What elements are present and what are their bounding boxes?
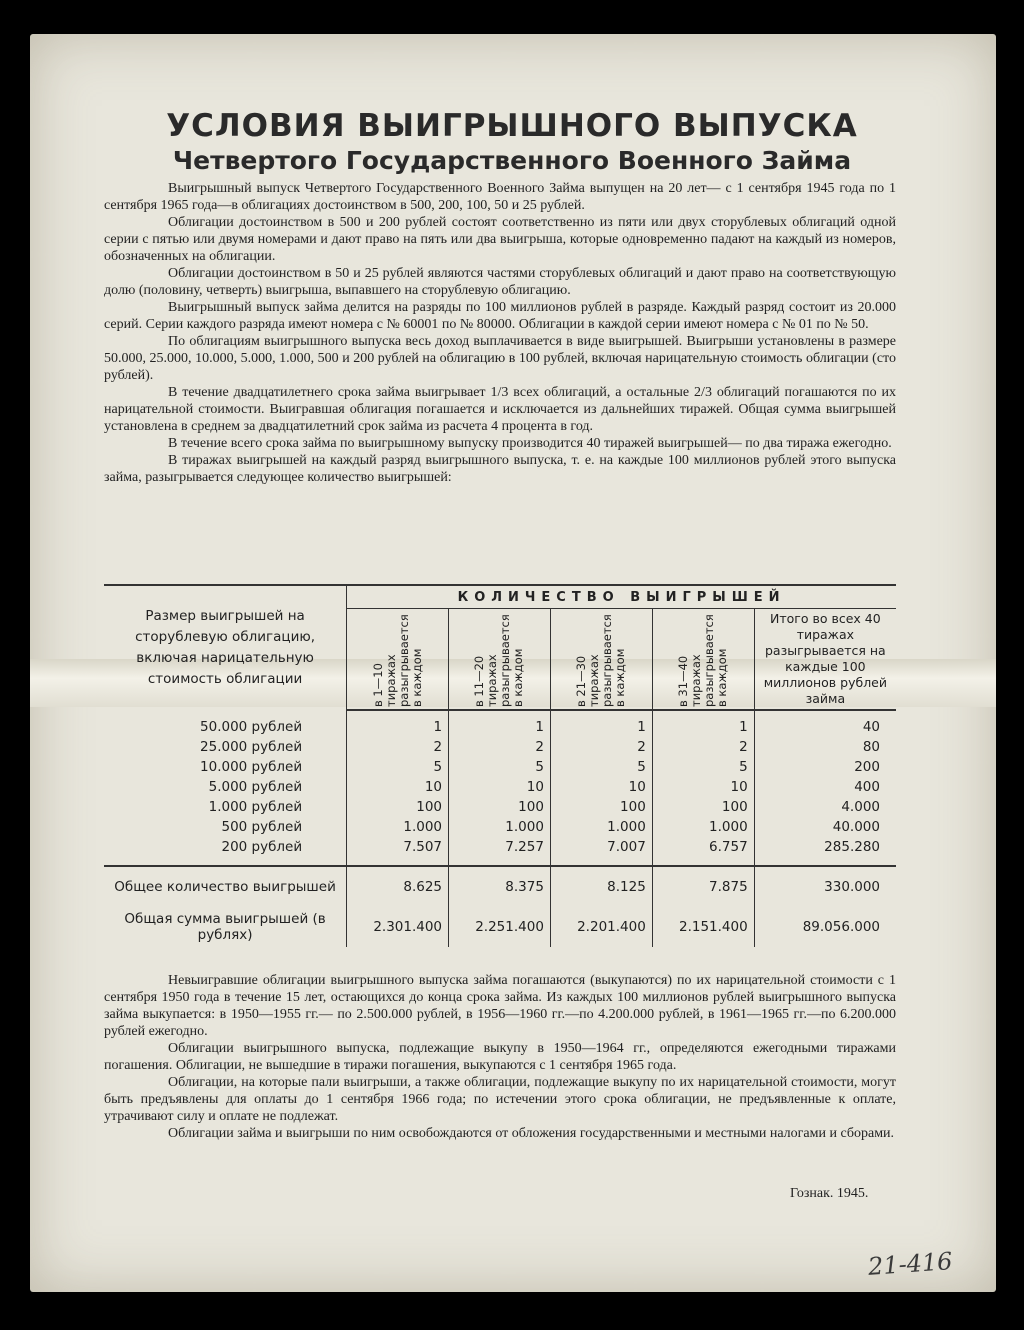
table-header-period-3: в 21—30 тиражах разыгрывается в каждом [550, 609, 652, 711]
conditions-text-top [104, 180, 896, 486]
printer-signature: Гознак. 1945. [790, 1186, 869, 1201]
paragraph: Выигрышный выпуск займа делится на разряды по 100 миллионов рублей в разряде. Каждый разряд состоит из 20.000 серий. Серии каждого разряда имеют номера с № 60001 по № 80000. Облигации в каждой серии имеют номера с № 01 по № 50. [104, 300, 896, 332]
paragraph: Облигации достоинством в 50 и 25 рублей являются частями сторублевых облигаций и дают право на соответствующую долю (половину, четверть) выигрыша, выпавшего на сторублевую облигацию. [104, 266, 896, 298]
title-line-1: УСЛОВИЯ ВЫИГРЫШНОГО ВЫПУСКА [166, 108, 858, 144]
table-separator [104, 857, 896, 866]
table-row: 200 рублей 7.507 7.257 7.007 6.757 285.280 [104, 837, 896, 857]
paragraph: Облигации займа и выигрыши по ним освобождаются от обложения государственными и местными налогами и сборами. [168, 1126, 895, 1141]
table-header-period-4: в 31—40 тиражах разыгрывается в каждом [652, 609, 754, 711]
table-header-group: КОЛИЧЕСТВО ВЫИГРЫШЕЙ [347, 585, 896, 609]
paragraph: Облигации достоинством в 500 и 200 рублей состоят соответственно из пяти или двух сторублевых облигаций одной серии с пятью или двумя номерами и дают право на пять или два выигрыша, которые одновременно падают на каждый из номеров, обозначенных на облигации. [104, 215, 896, 264]
table-row: 5.000 рублей 10 10 10 10 400 [104, 777, 896, 797]
paragraph: В тиражах выигрышей на каждый разряд выигрышного выпуска, т. е. на каждые 100 миллионов рублей этого выпуска займа, разыгрывается следующее количество выигрышей: [104, 453, 896, 485]
paragraph: В течение двадцатилетнего срока займа выигрывает 1/3 всех облигаций, а остальные 2/3 облигаций погашаются по их нарицательной стоимости. Выигравшая облигация погашается и исключается из дальнейших тиражей. Общая сумма выигрышей установлена в среднем за двадцатилетний срок займа из расчета 4 процента в год. [104, 385, 896, 434]
paragraph: Облигации, на которые пали выигрыши, а также облигации, подлежащие выкупу по их нарицательной стоимости, могут быть предъявлены для оплаты до 1 сентября 1966 года; по истечении этого срока облигации, не предъявленные к оплате, утрачивают силу и оплате не подлежат. [104, 1075, 896, 1124]
paragraph: Выигрышный выпуск Четвертого Государственного Военного Займа выпущен на 20 лет— с 1 сентября 1945 года по 1 сентября 1965 года—в облигациях достоинством в 500, 200, 100, 50 и 25 рублей. [104, 181, 896, 213]
table-total-row: Общее количество выигрышей 8.625 8.375 8.125 7.875 330.000 [104, 866, 896, 907]
winnings-table [104, 584, 896, 947]
table-header-period-2: в 11—20 тиражах разыгрывается в каждом [449, 609, 551, 711]
table-header-size: Размер выигрышей на сторублевую облигацию, включая нарицательную стоимость облигации [135, 608, 316, 687]
table-row: 500 рублей 1.000 1.000 1.000 1.000 40.000 [104, 817, 896, 837]
title-block [0, 108, 1024, 175]
paragraph: Невыигравшие облигации выигрышного выпуска займа погашаются (выкупаются) по их нарицательной стоимости с 1 сентября 1950 года в течение 15 лет, остающихся до конца срока займа. Из каждых 100 миллионов рублей выигрышного выпуска займа выкупается: в 1950—1955 гг.— по 2.500.000 рублей, в 1956—1960 гг.—по 4.200.000 рублей, в 1961—1965 гг.—по 6.200.000 рублей ежегодно. [104, 973, 896, 1039]
table-row: 1.000 рублей 100 100 100 100 4.000 [104, 797, 896, 817]
conditions-text-bottom [104, 972, 896, 1142]
table-row: 50.000 рублей 1 1 1 1 40 [104, 710, 896, 737]
paragraph: По облигациям выигрышного выпуска весь доход выплачивается в виде выигрышей. Выигрыши установлены в размере 50.000, 25.000, 10.000, 5.000, 1.000, 500 и 200 рублей на облигацию в 100 рублей, включая нарицательную стоимость облигации (сто рублей). [104, 334, 896, 383]
table-total-row: Общая сумма выигрышей (в рублях) 2.301.400 2.251.400 2.201.400 2.151.400 89.056.000 [104, 907, 896, 947]
paragraph: Облигации выигрышного выпуска, подлежащие выкупу в 1950—1964 гг., определяются ежегодными тиражами погашения. Облигации, не вышедшие в тиражи погашения, выкупаются с 1 сентября 1965 года. [104, 1041, 896, 1073]
table-row: 10.000 рублей 5 5 5 5 200 [104, 757, 896, 777]
title-line-2: Четвертого Государственного Военного Займа [172, 146, 852, 175]
table-header-total: Итого во всех 40 тиражах разыгрывается на каждые 100 миллионов рублей займа [754, 609, 896, 711]
table-row: 25.000 рублей 2 2 2 2 80 [104, 737, 896, 757]
handwritten-note: 21-416 [867, 1247, 954, 1281]
paragraph: В течение всего срока займа по выигрышному выпуску производится 40 тиражей выигрышей— по два тиража ежегодно. [168, 436, 892, 451]
table-header-period-1: в 1—10 тиражах разыгрывается в каждом [347, 609, 449, 711]
